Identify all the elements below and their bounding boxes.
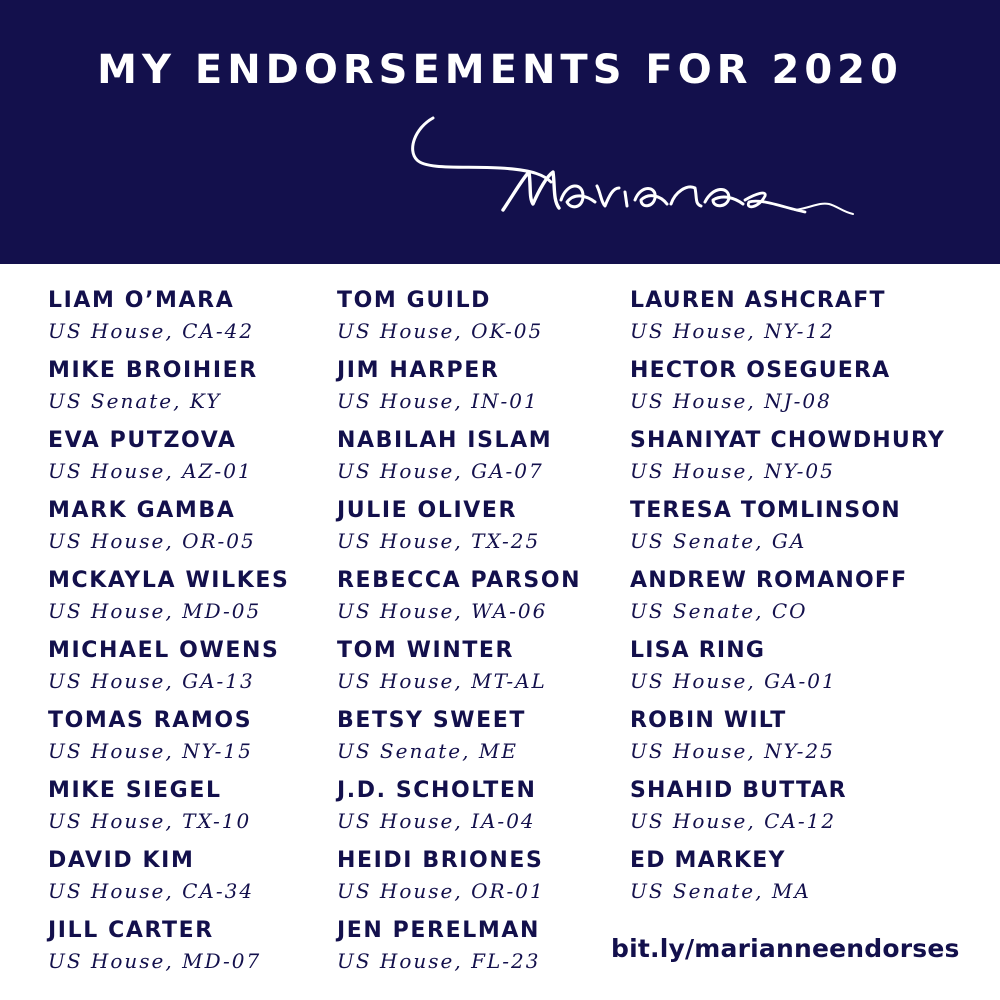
candidate-office: US House, MT-AL: [337, 669, 547, 693]
candidate-entry: [48, 844, 289, 914]
candidate-office: US House, OR-01: [337, 879, 545, 903]
column-1: [48, 284, 289, 984]
candidate-office: US House, MD-07: [48, 949, 262, 973]
candidate-entry: [337, 354, 581, 424]
column-2: [337, 284, 581, 984]
candidate-office: US House, FL-23: [337, 949, 541, 973]
candidate-office: US House, NY-12: [630, 319, 835, 343]
candidate-entry: [48, 494, 289, 564]
candidate-office: US House, AZ-01: [48, 459, 253, 483]
candidate-office: US Senate, CO: [630, 599, 808, 623]
candidate-entry: [337, 424, 581, 494]
candidate-name: MARK GAMBA: [48, 498, 236, 523]
candidate-name: ANDREW ROMANOFF: [630, 568, 908, 593]
candidate-entry: [337, 284, 581, 354]
candidate-office: US House, TX-25: [337, 529, 541, 553]
candidate-name: NABILAH ISLAM: [337, 428, 553, 453]
candidate-entry: [630, 634, 945, 704]
candidate-name: HECTOR OSEGUERA: [630, 358, 891, 383]
candidate-entry: [48, 424, 289, 494]
candidate-name: TOM GUILD: [337, 288, 492, 313]
candidate-office: US House, NY-05: [630, 459, 835, 483]
candidate-office: US House, WA-06: [337, 599, 548, 623]
candidate-entry: [630, 494, 945, 564]
candidate-office: US House, IN-01: [337, 389, 539, 413]
candidate-name: MICHAEL OWENS: [48, 638, 280, 663]
candidate-office: US Senate, KY: [48, 389, 222, 413]
candidate-name: DAVID KIM: [48, 848, 195, 873]
candidate-name: JIM HARPER: [337, 358, 500, 383]
signature-image: [405, 112, 855, 232]
candidate-entry: [630, 774, 945, 844]
candidate-entry: [630, 704, 945, 774]
candidate-entry: [630, 424, 945, 494]
candidate-office: US House, GA-07: [337, 459, 544, 483]
candidate-name: JULIE OLIVER: [337, 498, 518, 523]
candidate-entry: [48, 774, 289, 844]
candidate-name: MIKE SIEGEL: [48, 778, 222, 803]
candidate-entry: [337, 774, 581, 844]
candidate-name: ED MARKEY: [630, 848, 786, 873]
candidate-office: US House, NY-25: [630, 739, 835, 763]
candidate-name: EVA PUTZOVA: [48, 428, 237, 453]
candidate-entry: [48, 284, 289, 354]
candidate-entry: [630, 564, 945, 634]
candidate-name: TOMAS RAMOS: [48, 708, 253, 733]
candidate-entry: [337, 704, 581, 774]
candidate-name: BETSY SWEET: [337, 708, 527, 733]
candidate-name: J.D. SCHOLTEN: [337, 778, 537, 803]
candidate-office: US House, TX-10: [48, 809, 252, 833]
candidate-name: LAUREN ASHCRAFT: [630, 288, 886, 313]
candidate-name: MIKE BROIHIER: [48, 358, 258, 383]
candidate-office: US Senate, ME: [337, 739, 518, 763]
column-3: [630, 284, 945, 914]
candidate-office: US House, IA-04: [337, 809, 536, 833]
candidate-entry: [337, 844, 581, 914]
candidate-name: HEIDI BRIONES: [337, 848, 544, 873]
candidate-name: REBECCA PARSON: [337, 568, 582, 593]
candidate-entry: [48, 354, 289, 424]
candidate-office: US Senate, GA: [630, 529, 807, 553]
candidate-entry: [337, 634, 581, 704]
candidate-entry: [48, 634, 289, 704]
candidate-name: ROBIN WILT: [630, 708, 787, 733]
candidate-office: US House, CA-42: [48, 319, 255, 343]
candidate-entry: [630, 844, 945, 914]
candidate-name: MCKAYLA WILKES: [48, 568, 290, 593]
candidate-name: JEN PERELMAN: [337, 918, 540, 943]
candidate-name: SHANIYAT CHOWDHURY: [630, 428, 946, 453]
endorsements-link[interactable]: bit.ly/marianneendorses: [611, 934, 960, 963]
candidate-name: TOM WINTER: [337, 638, 515, 663]
candidate-name: LIAM O’MARA: [48, 288, 235, 313]
candidate-office: US House, CA-34: [48, 879, 255, 903]
candidate-office: US House, MD-05: [48, 599, 262, 623]
candidate-office: US House, CA-12: [630, 809, 837, 833]
candidate-office: US Senate, MA: [630, 879, 811, 903]
candidate-entry: [48, 564, 289, 634]
candidate-entry: [48, 914, 289, 984]
page-title: MY ENDORSEMENTS FOR 2020: [97, 47, 903, 93]
candidate-entry: [337, 914, 581, 984]
candidate-name: JILL CARTER: [48, 918, 214, 943]
candidate-office: US House, GA-01: [630, 669, 837, 693]
candidate-entry: [337, 564, 581, 634]
candidate-office: US House, NY-15: [48, 739, 253, 763]
candidate-name: SHAHID BUTTAR: [630, 778, 847, 803]
candidate-office: US House, OK-05: [337, 319, 544, 343]
candidate-entry: [48, 704, 289, 774]
header-banner: [0, 0, 1000, 264]
candidate-office: US House, GA-13: [48, 669, 255, 693]
candidate-entry: [337, 494, 581, 564]
candidate-entry: [630, 354, 945, 424]
candidate-entry: [630, 284, 945, 354]
candidate-office: US House, OR-05: [48, 529, 256, 553]
candidate-name: LISA RING: [630, 638, 766, 663]
candidate-office: US House, NJ-08: [630, 389, 832, 413]
candidate-name: TERESA TOMLINSON: [630, 498, 901, 523]
endorsement-grid: [0, 284, 1000, 1000]
